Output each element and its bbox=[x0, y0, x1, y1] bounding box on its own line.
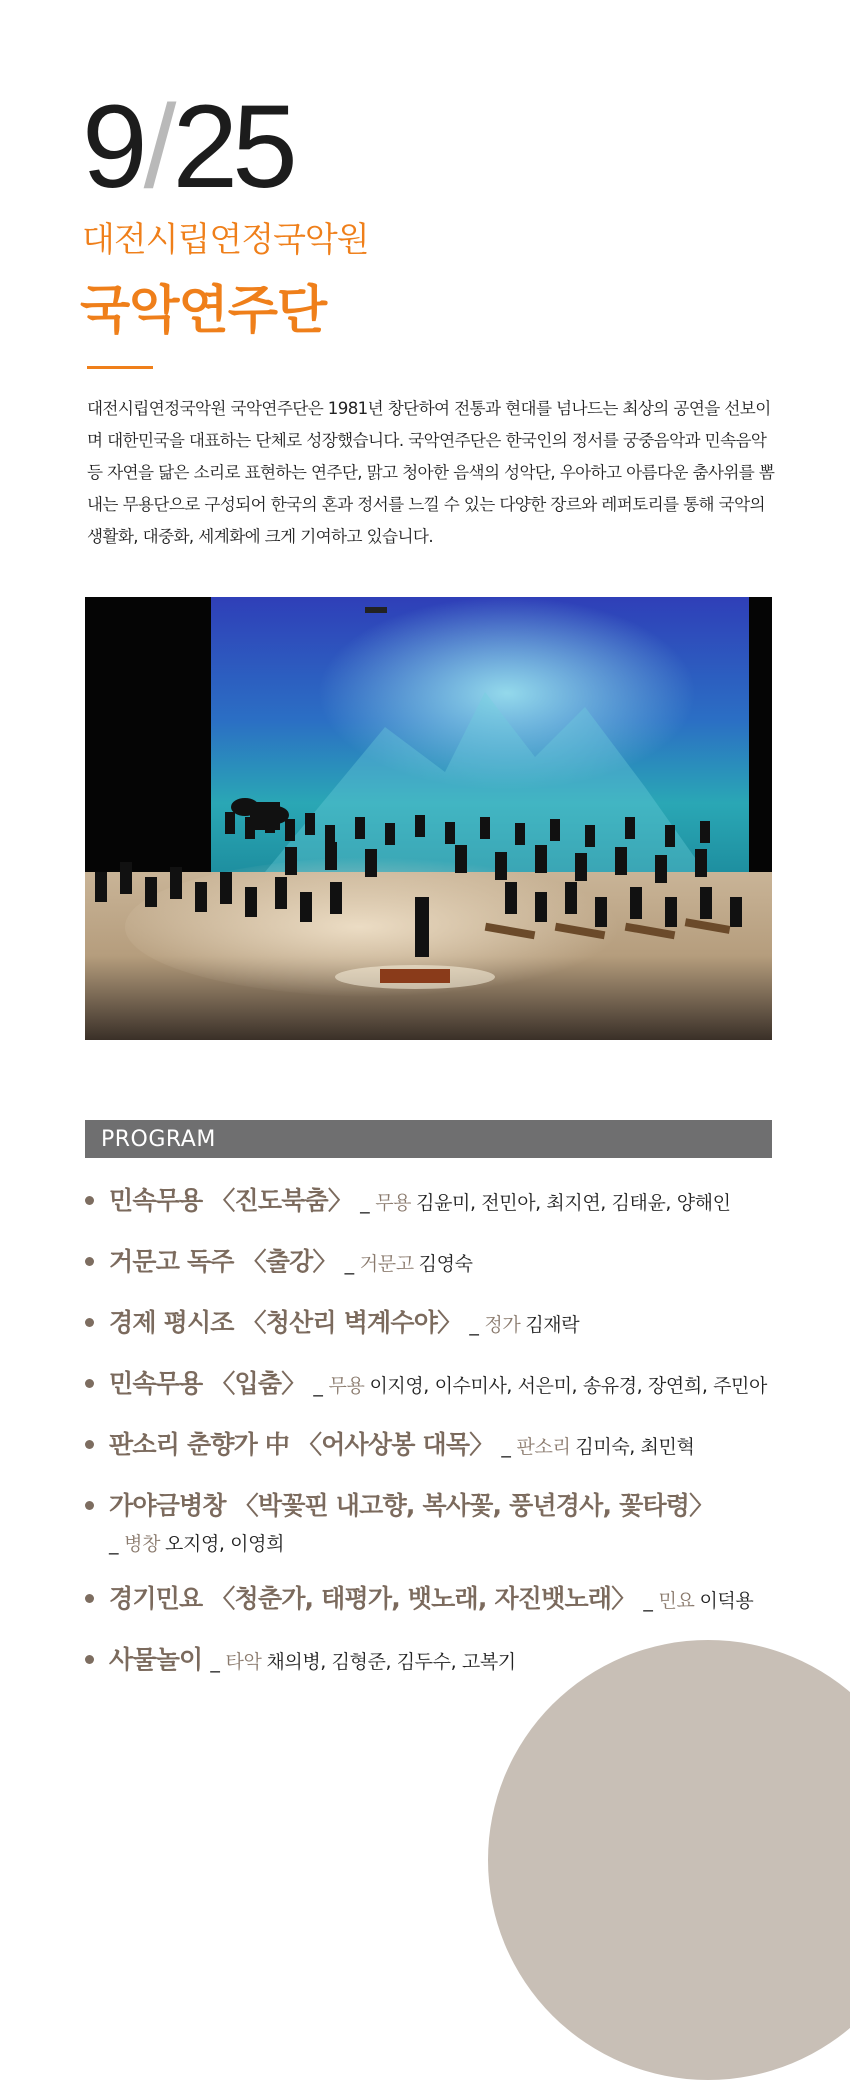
program-separator: _ bbox=[469, 1314, 479, 1336]
program-title: 가야금병창 〈박꽃핀 내고향, 복사꽃, 풍년경사, 꽃타령〉 bbox=[109, 1491, 714, 1520]
program-performers: 오지영, 이영희 bbox=[165, 1533, 285, 1555]
program-separator: _ bbox=[313, 1375, 323, 1397]
bullet-icon bbox=[85, 1655, 94, 1664]
program-title: 판소리 춘향가 中 〈어사상봉 대목〉 bbox=[109, 1430, 494, 1459]
program-title: 경기민요 〈청춘가, 태평가, 뱃노래, 자진뱃노래〉 bbox=[109, 1584, 636, 1613]
program-title: 사물놀이 bbox=[109, 1645, 203, 1674]
program-title: 민속무용 〈입춤〉 bbox=[109, 1369, 306, 1398]
program-role: 거문고 bbox=[359, 1253, 414, 1275]
program-performers: 김영숙 bbox=[418, 1253, 473, 1275]
bullet-icon bbox=[85, 1379, 94, 1388]
program-heading-bar bbox=[85, 1120, 772, 1158]
bullet-icon bbox=[85, 1594, 94, 1603]
program-separator: _ bbox=[360, 1192, 370, 1214]
program-separator: _ bbox=[643, 1590, 653, 1612]
decorative-circle bbox=[488, 1640, 850, 2080]
program-role: 민요 bbox=[658, 1590, 695, 1612]
program-credit-line bbox=[109, 1527, 815, 1561]
organization-name: 대전시립연정국악원 bbox=[82, 220, 369, 260]
stage-illustration bbox=[85, 597, 772, 1040]
date-slash: / bbox=[143, 81, 171, 213]
program-item bbox=[85, 1302, 815, 1346]
date-day: 25 bbox=[172, 81, 292, 213]
program-performers: 이지영, 이수미사, 서은미, 송유경, 장연희, 주민아 bbox=[369, 1375, 767, 1397]
program-item bbox=[85, 1180, 815, 1224]
program-performers: 김미숙, 최민혁 bbox=[575, 1436, 695, 1458]
program-role: 무용 bbox=[328, 1375, 365, 1397]
bullet-icon bbox=[85, 1318, 94, 1327]
program-performers: 김윤미, 전민아, 최지연, 김태윤, 양해인 bbox=[416, 1192, 731, 1214]
program-performers: 이덕용 bbox=[699, 1590, 754, 1612]
bullet-icon bbox=[85, 1196, 94, 1205]
program-role: 병창 bbox=[124, 1533, 161, 1555]
orchestra-stage-photo bbox=[85, 597, 772, 1040]
program-title: 거문고 독주 〈출강〉 bbox=[109, 1247, 337, 1276]
program-role: 판소리 bbox=[516, 1436, 571, 1458]
program-item bbox=[85, 1424, 815, 1468]
title-divider bbox=[87, 366, 153, 369]
program-separator: _ bbox=[501, 1436, 511, 1458]
program-role: 정가 bbox=[484, 1314, 521, 1336]
program-separator: _ bbox=[109, 1533, 119, 1555]
program-title: 민속무용 〈진도북춤〉 bbox=[109, 1186, 353, 1215]
intro-paragraph: 대전시립연정국악원 국악연주단은 1981년 창단하여 전통과 현대를 넘나드는 최상의 공연을 선보이며 대한민국을 대표하는 단체로 성장했습니다. 국악연주단은 한국인의 정서를 궁중음악과 민속음악 등 자연을 닮은 소리로 표현하는 연주단, 맑고 청아한 음색의 성악단, 우아하고 아름다운 춤사위를 뽐내는 무용단으로 구성되어 한국의 혼과 정서를 느낄 수 있는 다양한 장르와 레퍼토리를 통해 국악의 생활화, 대중화, 세계화에 크게 기여하고 있습니다. bbox=[87, 399, 775, 546]
program-role: 무용 bbox=[375, 1192, 412, 1214]
ensemble-name: 국악연주단 bbox=[80, 281, 327, 341]
program-item bbox=[85, 1241, 815, 1285]
program-performers: 김재락 bbox=[525, 1314, 580, 1336]
date-month: 9 bbox=[82, 81, 142, 213]
program-item bbox=[85, 1363, 815, 1407]
bullet-icon bbox=[85, 1501, 94, 1510]
program-item bbox=[85, 1578, 815, 1622]
program-heading: PROGRAM bbox=[101, 1127, 216, 1152]
program-separator: _ bbox=[210, 1651, 220, 1673]
program-item bbox=[85, 1485, 815, 1561]
program-role: 타악 bbox=[225, 1651, 262, 1673]
bullet-icon bbox=[85, 1257, 94, 1266]
program-performers: 채의병, 김형준, 김두수, 고복기 bbox=[266, 1651, 516, 1673]
program-list bbox=[85, 1180, 815, 1700]
performance-date bbox=[82, 81, 292, 213]
program-title: 경제 평시조 〈청산리 벽계수야〉 bbox=[109, 1308, 462, 1337]
program-separator: _ bbox=[344, 1253, 354, 1275]
bullet-icon bbox=[85, 1440, 94, 1449]
